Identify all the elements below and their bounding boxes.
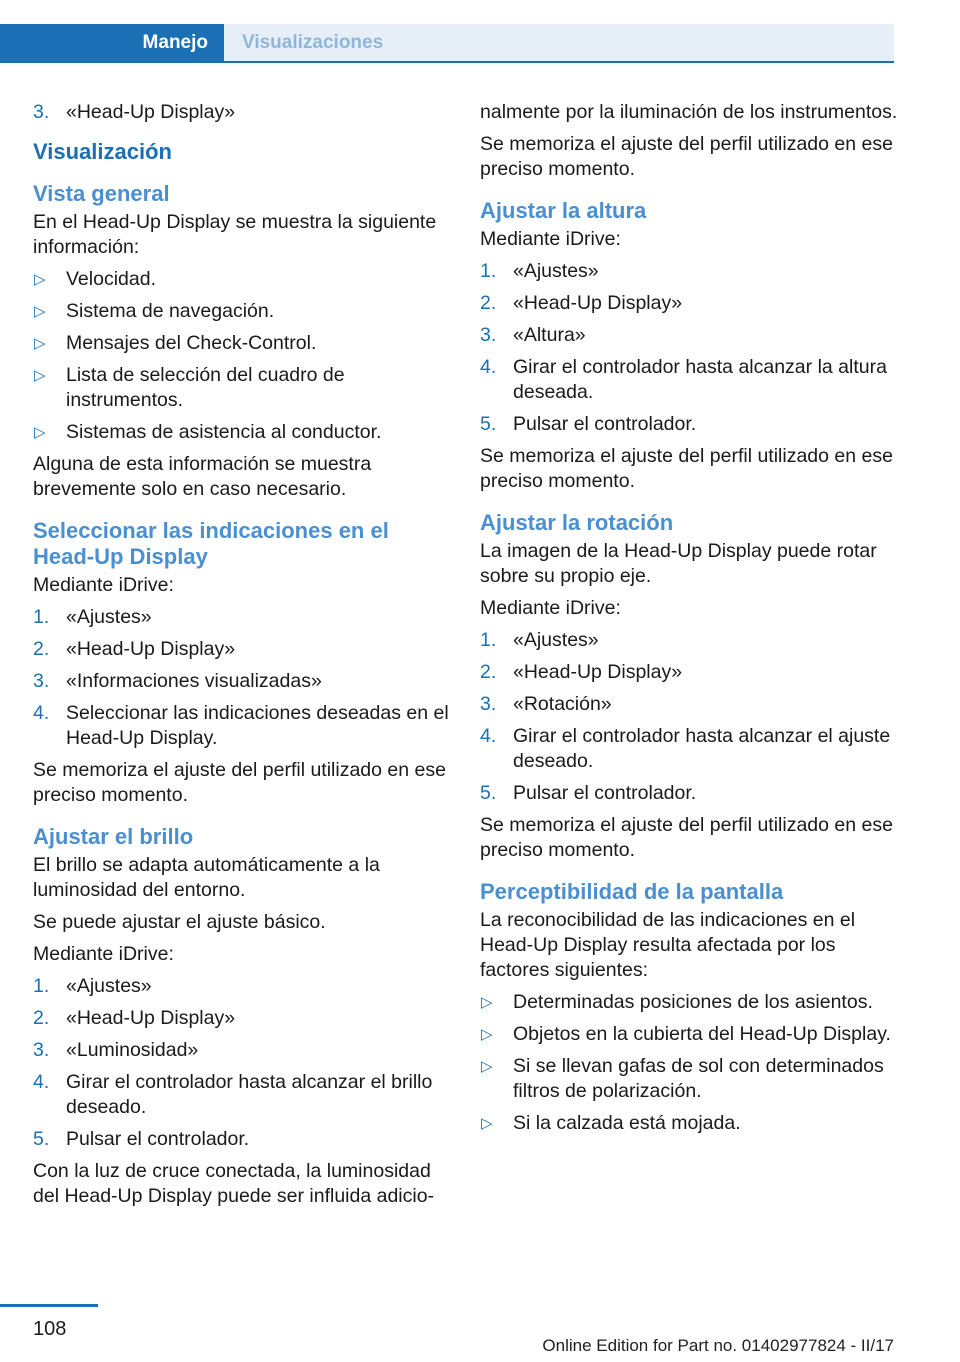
step-number: 3. xyxy=(480,693,497,715)
step-text: «Luminosidad» xyxy=(66,1039,199,1061)
step-number: 4. xyxy=(480,356,497,378)
right-column xyxy=(480,100,900,1143)
list-item xyxy=(33,1070,453,1120)
overview-list xyxy=(33,267,453,445)
step-text: «Ajustes» xyxy=(66,975,152,997)
select-heading: Seleccionar las indicaciones en el Head-Up Display xyxy=(33,518,389,569)
step-number: 2. xyxy=(480,661,497,683)
edition-label: Online Edition for Part no. 01402977824 - II/17 xyxy=(542,1336,894,1355)
list-item xyxy=(33,701,453,751)
list-item xyxy=(480,323,900,348)
triangle-bullet-icon: ▷ xyxy=(481,1115,493,1132)
triangle-bullet-icon: ▷ xyxy=(34,335,46,352)
brightness-p2: Se puede ajustar el ajuste básico. xyxy=(33,911,326,933)
step-number: 1. xyxy=(33,975,50,997)
section-title: Visualización xyxy=(33,139,172,164)
footer-rule xyxy=(0,1304,98,1307)
step-text: «Head-Up Display» xyxy=(513,292,683,314)
step-number: 5. xyxy=(480,413,497,435)
step-text: Girar el controlador hasta alcanzar el ajuste deseado. xyxy=(513,725,891,772)
perceptibility-list xyxy=(480,990,900,1136)
step-number: 2. xyxy=(33,638,50,660)
list-item xyxy=(480,1022,900,1047)
list-item xyxy=(480,724,900,774)
height-intro: Mediante iDrive: xyxy=(480,228,621,250)
chapter-tab: Manejo xyxy=(0,24,224,62)
triangle-bullet-icon: ▷ xyxy=(34,424,46,441)
step-number: 2. xyxy=(480,292,497,314)
triangle-bullet-icon: ▷ xyxy=(34,271,46,288)
step-number: 4. xyxy=(33,702,50,724)
intro-list xyxy=(33,100,453,125)
step-text: «Head-Up Display» xyxy=(513,661,683,683)
triangle-bullet-icon: ▷ xyxy=(34,367,46,384)
triangle-bullet-icon: ▷ xyxy=(481,1058,493,1075)
triangle-bullet-icon: ▷ xyxy=(34,303,46,320)
step-number: 4. xyxy=(33,1071,50,1093)
list-item xyxy=(480,628,900,653)
step-text: «Informaciones visualizadas» xyxy=(66,670,322,692)
continuation-text: nalmente por la iluminación de los instrumentos. xyxy=(480,101,898,123)
step-number: 1. xyxy=(480,260,497,282)
list-item xyxy=(33,363,453,413)
step-text: Pulsar el controlador. xyxy=(513,782,697,804)
list-item xyxy=(480,1054,900,1104)
list-item-text: Sistemas de asistencia al conductor. xyxy=(66,421,382,443)
left-column xyxy=(33,100,453,1216)
perceptibility-intro: La reconocibilidad de las indicaciones en el Head-Up Display resulta afectada por los factores siguientes: xyxy=(480,909,856,981)
brightness-p1: El brillo se adapta automáticamente a la luminosidad del entorno. xyxy=(33,854,380,901)
step-text: «Rotación» xyxy=(513,693,612,715)
step-number: 1. xyxy=(480,629,497,651)
step-text: Pulsar el controlador. xyxy=(513,413,697,435)
step-number: 3. xyxy=(33,670,50,692)
list-item xyxy=(33,1006,453,1031)
step-number: 3. xyxy=(480,324,497,346)
list-item-text: Lista de selección del cuadro de instrumentos. xyxy=(66,364,345,411)
list-item-text: Sistema de navegación. xyxy=(66,300,275,322)
perceptibility-heading: Perceptibilidad de la pantalla xyxy=(480,879,784,904)
step-text: Girar el controlador hasta alcanzar el brillo deseado. xyxy=(66,1071,433,1118)
overview-note: Alguna de esta información se muestra brevemente solo en caso necesario. xyxy=(33,453,372,500)
step-text: «Head-Up Display» xyxy=(66,101,236,123)
step-number: 5. xyxy=(480,782,497,804)
brightness-intro: Mediante iDrive: xyxy=(33,943,174,965)
step-number: 3. xyxy=(33,101,50,123)
list-item xyxy=(33,974,453,999)
continuation-note: Se memoriza el ajuste del perfil utilizado en ese preciso momento. xyxy=(480,133,893,180)
list-item xyxy=(33,605,453,630)
page-number: 108 xyxy=(33,1318,67,1340)
list-item xyxy=(480,412,900,437)
rotation-steps xyxy=(480,628,900,806)
list-item-text: Objetos en la cubierta del Head-Up Display. xyxy=(513,1023,891,1045)
list-item xyxy=(33,1127,453,1152)
step-text: «Head-Up Display» xyxy=(66,1007,236,1029)
list-item xyxy=(33,637,453,662)
step-number: 3. xyxy=(33,1039,50,1061)
list-item xyxy=(480,781,900,806)
section-tab: Visualizaciones xyxy=(224,24,894,62)
list-item xyxy=(33,1038,453,1063)
select-steps xyxy=(33,605,453,751)
list-item xyxy=(480,990,900,1015)
list-item-text: Si se llevan gafas de sol con determinados filtros de polarización. xyxy=(513,1055,884,1102)
step-text: Pulsar el controlador. xyxy=(66,1128,250,1150)
rotation-intro: Mediante iDrive: xyxy=(480,597,621,619)
height-heading: Ajustar la altura xyxy=(480,198,647,223)
overview-intro: En el Head-Up Display se muestra la siguiente información: xyxy=(33,211,437,258)
select-note: Se memoriza el ajuste del perfil utilizado en ese preciso momento. xyxy=(33,759,446,806)
step-text: «Ajustes» xyxy=(66,606,152,628)
list-item xyxy=(480,355,900,405)
step-text: Seleccionar las indicaciones deseadas en el Head-Up Display. xyxy=(66,702,449,749)
rotation-note: Se memoriza el ajuste del perfil utilizado en ese preciso momento. xyxy=(480,814,893,861)
list-item xyxy=(480,259,900,284)
list-item xyxy=(480,1111,900,1136)
triangle-bullet-icon: ▷ xyxy=(481,994,493,1011)
triangle-bullet-icon: ▷ xyxy=(481,1026,493,1043)
list-item-text: Si la calzada está mojada. xyxy=(513,1112,741,1134)
step-number: 2. xyxy=(33,1007,50,1029)
height-note: Se memoriza el ajuste del perfil utilizado en ese preciso momento. xyxy=(480,445,893,492)
step-text: «Ajustes» xyxy=(513,629,599,651)
step-text: Girar el controlador hasta alcanzar la altura deseada. xyxy=(513,356,887,403)
height-steps xyxy=(480,259,900,437)
list-item xyxy=(480,660,900,685)
step-text: «Head-Up Display» xyxy=(66,638,236,660)
overview-heading: Vista general xyxy=(33,181,170,206)
list-item-text: Mensajes del Check-Control. xyxy=(66,332,317,354)
list-item xyxy=(33,299,453,324)
select-intro: Mediante iDrive: xyxy=(33,574,174,596)
brightness-steps xyxy=(33,974,453,1152)
step-number: 4. xyxy=(480,725,497,747)
list-item xyxy=(33,669,453,694)
list-item-text: Determinadas posiciones de los asientos. xyxy=(513,991,873,1013)
rotation-heading: Ajustar la rotación xyxy=(480,510,674,535)
list-item-text: Velocidad. xyxy=(66,268,156,290)
brightness-heading: Ajustar el brillo xyxy=(33,824,194,849)
list-item xyxy=(33,267,453,292)
step-number: 1. xyxy=(33,606,50,628)
list-item xyxy=(33,420,453,445)
page-header xyxy=(0,0,960,64)
step-text: «Altura» xyxy=(513,324,586,346)
brightness-note: Con la luz de cruce conectada, la luminosidad del Head-Up Display puede ser influida adicio- xyxy=(33,1160,435,1207)
step-number: 5. xyxy=(33,1128,50,1150)
list-item xyxy=(33,100,453,125)
list-item xyxy=(480,692,900,717)
step-text: «Ajustes» xyxy=(513,260,599,282)
list-item xyxy=(480,291,900,316)
header-rule xyxy=(0,61,894,63)
rotation-p1: La imagen de la Head-Up Display puede rotar sobre su propio eje. xyxy=(480,540,877,587)
list-item xyxy=(33,331,453,356)
